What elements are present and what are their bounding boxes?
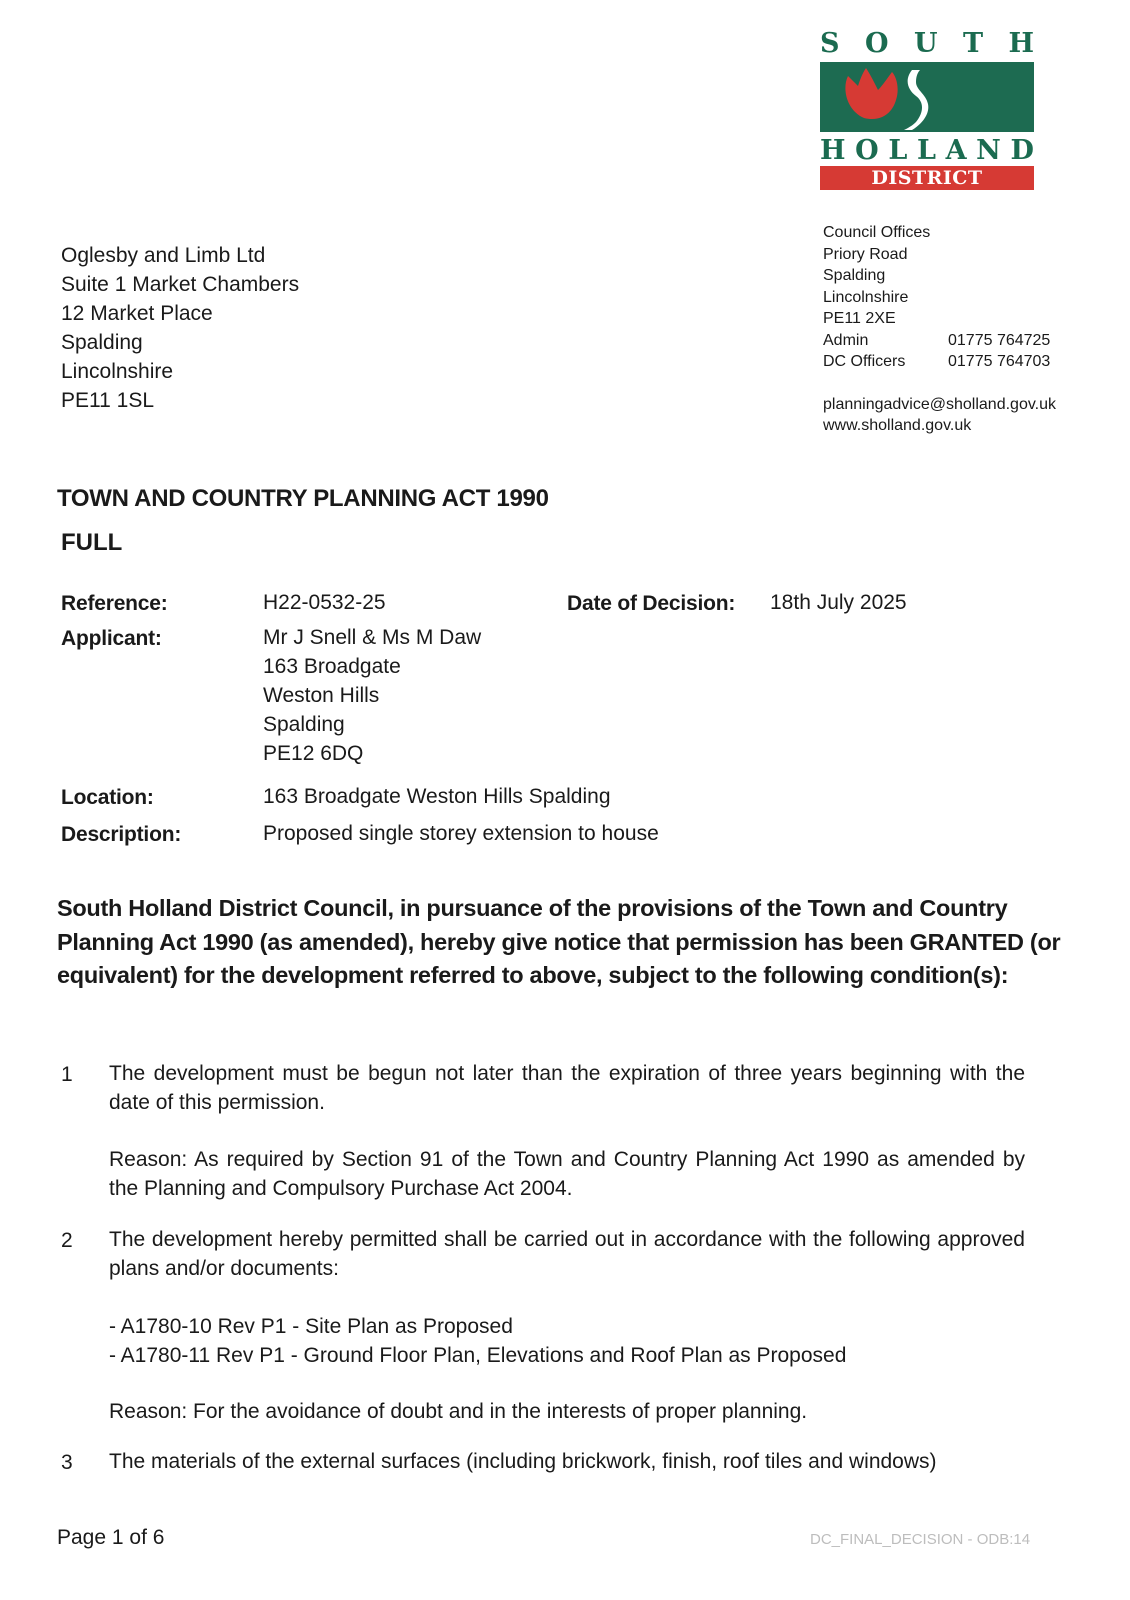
- location-value: 163 Broadgate Weston Hills Spalding: [263, 785, 611, 808]
- condition-text: The development must be begun not later than the expiration of three years beginning with the date of this permission.: [109, 1062, 1025, 1114]
- contact-address-line: PE11 2XE: [823, 310, 896, 327]
- condition-text: The development hereby permitted shall be carried out in accordance with the following approved plans and/or documents:: [109, 1228, 1025, 1280]
- applicant-value: [263, 623, 481, 768]
- logo-emblem: [820, 62, 1034, 132]
- council-contact: [823, 222, 1056, 437]
- condition-number: 1: [61, 1063, 73, 1086]
- contact-address-line: Priory Road: [823, 245, 908, 263]
- phone-number: 01775 764703: [948, 353, 1051, 370]
- approved-plan-item: - A1780-10 Rev P1 - Site Plan as Proposed: [109, 1315, 513, 1338]
- contact-email[interactable]: planningadvice@sholland.gov.uk: [823, 395, 1056, 413]
- logo-holland-text: H O L L A N D: [820, 135, 1034, 166]
- council-logo: [820, 28, 1034, 214]
- phone-number: 01775 764725: [948, 331, 1051, 349]
- recipient-line: PE11 1SL: [61, 389, 155, 412]
- recipient-line: 12 Market Place: [61, 302, 213, 325]
- decision-notice: South Holland District Council, in pursuance of the provisions of the Town and Country Planning Act 1990 (as amended), hereby give notice that permission has been GRANTED (or equivalent) for the development referred to above, subject to the following condition(s):: [57, 895, 1061, 988]
- contact-address-line: Council Offices: [823, 224, 931, 241]
- contact-website[interactable]: www.sholland.gov.uk: [823, 417, 972, 434]
- condition-reason: Reason: As required by Section 91 of the Town and Country Planning Act 1990 as amended by the Planning and Compulsory Purchase Act 2004.: [109, 1148, 1025, 1200]
- condition-number: 3: [61, 1451, 73, 1474]
- recipient-address: [61, 241, 299, 415]
- document-code: DC_FINAL_DECISION - ODB:14: [810, 1531, 1031, 1548]
- act-title: TOWN AND COUNTRY PLANNING ACT 1990: [57, 485, 549, 512]
- applicant-line: Spalding: [263, 713, 345, 736]
- applicant-label: Applicant:: [61, 627, 162, 650]
- recipient-line: Lincolnshire: [61, 360, 174, 383]
- logo-district-council: DISTRICT COUNCIL: [820, 166, 1034, 190]
- reference-value: H22-0532-25: [263, 591, 386, 614]
- contact-phone-admin: [823, 330, 1056, 352]
- description-label: Description:: [61, 823, 182, 846]
- contact-phone-dc: [823, 351, 1056, 373]
- condition-text: The materials of the external surfaces (including brickwork, finish, roof tiles and windows): [109, 1450, 937, 1473]
- condition-number: 2: [61, 1229, 73, 1252]
- applicant-line: PE12 6DQ: [263, 742, 364, 765]
- recipient-line: Oglesby and Limb Ltd: [61, 244, 266, 267]
- decision-date-label: Date of Decision:: [567, 592, 736, 615]
- location-label: Location:: [61, 786, 154, 809]
- phone-label: DC Officers: [823, 353, 906, 370]
- recipient-line: Spalding: [61, 331, 143, 354]
- logo-south-text: S O U T H: [820, 28, 1034, 59]
- phone-label: Admin: [823, 331, 869, 349]
- decision-date-value: 18th July 2025: [770, 591, 907, 614]
- contact-address-line: Lincolnshire: [823, 288, 909, 306]
- reference-label: Reference:: [61, 592, 168, 615]
- application-type: FULL: [61, 529, 123, 556]
- page-number: Page 1 of 6: [57, 1526, 165, 1549]
- recipient-line: Suite 1 Market Chambers: [61, 273, 300, 296]
- approved-plan-item: - A1780-11 Rev P1 - Ground Floor Plan, Elevations and Roof Plan as Proposed: [109, 1344, 847, 1367]
- tulip-icon: [820, 62, 1034, 132]
- approved-plans-list: [109, 1312, 1025, 1370]
- condition-reason: Reason: For the avoidance of doubt and in the interests of proper planning.: [109, 1400, 808, 1423]
- contact-address-line: Spalding: [823, 267, 886, 284]
- applicant-line: Mr J Snell & Ms M Daw: [263, 626, 482, 649]
- description-value: Proposed single storey extension to house: [263, 822, 659, 845]
- applicant-line: Weston Hills: [263, 684, 380, 707]
- applicant-line: 163 Broadgate: [263, 655, 401, 678]
